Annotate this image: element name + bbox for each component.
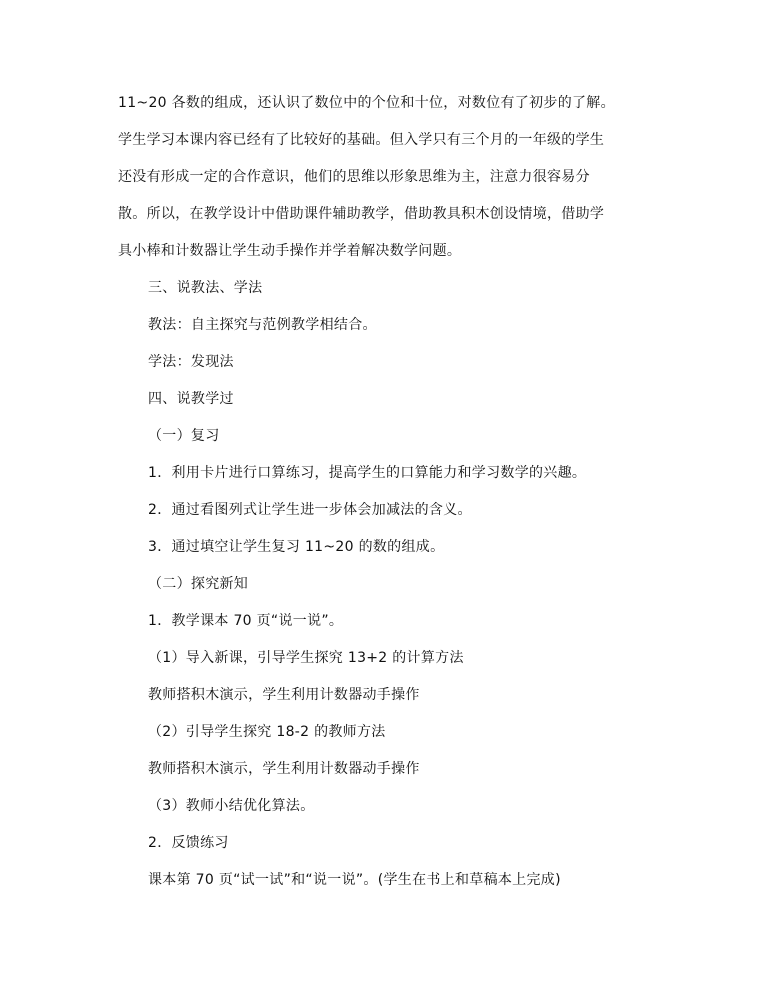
- paragraph-line: 课本第 70 页“试一试”和“说一说”。(学生在书上和草稿本上完成): [148, 872, 561, 888]
- paragraph-line: 学生学习本课内容已经有了比较好的基础。但入学只有三个月的一年级的学生: [118, 132, 605, 148]
- paragraph-line: 教师搭积木演示，学生利用计数器动手操作: [148, 761, 420, 777]
- section-heading: 三、说教法、学法: [148, 280, 263, 296]
- list-item: 1．利用卡片进行口算练习，提高学生的口算能力和学习数学的兴趣。: [148, 465, 587, 481]
- paragraph-line: 教法：自主探究与范例教学相结合。: [148, 317, 377, 333]
- paragraph-line: 教师搭积木演示，学生利用计数器动手操作: [148, 687, 420, 703]
- list-item: 3．通过填空让学生复习 11~20 的数的组成。: [148, 539, 445, 555]
- subsection-heading: （一）复习: [148, 428, 220, 444]
- paragraph-line: 散。所以，在教学设计中借助课件辅助教学，借助教具积木创设情境，借助学: [118, 206, 605, 222]
- paragraph-line: 11~20 各数的组成，还认识了数位中的个位和十位，对数位有了初步的了解。: [118, 95, 615, 111]
- list-item: （2）引导学生探究 18-2 的教师方法: [148, 724, 386, 740]
- paragraph-line: 具小棒和计数器让学生动手操作并学着解决数学问题。: [118, 243, 462, 259]
- list-item: 1．教学课本 70 页“说一说”。: [148, 613, 344, 629]
- list-item: 2．反馈练习: [148, 835, 229, 851]
- subsection-heading: （二）探究新知: [148, 576, 249, 592]
- list-item: （3）教师小结优化算法。: [148, 798, 315, 814]
- list-item: （1）导入新课，引导学生探究 13+2 的计算方法: [148, 650, 464, 666]
- list-item: 2．通过看图列式让学生进一步体会加减法的含义。: [148, 502, 472, 518]
- paragraph-line: 学法：发现法: [148, 354, 234, 370]
- paragraph-line: 还没有形成一定的合作意识，他们的思维以形象思维为主，注意力很容易分: [118, 169, 590, 185]
- section-heading: 四、说教学过: [148, 391, 234, 407]
